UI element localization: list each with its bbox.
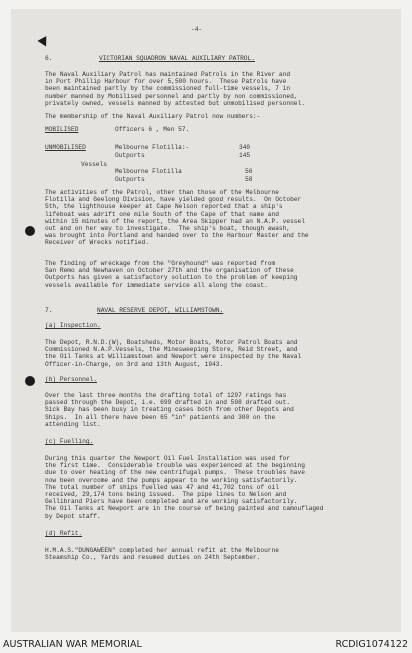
subsection-b-text: Over the last three months the drafting total of 1297 ratings has passed through the Depot, i.e. 699 drafted in and 598 drafted out. Sick Bay has been busy in treating cases both from other Depots and Ships. In all there have been 65 "in" patients and 300 on the attending list.: [45, 392, 294, 428]
punch-hole-icon: [25, 376, 35, 386]
archive-name: AUSTRALIAN WAR MEMORIAL: [3, 639, 142, 650]
subsection-b-heading: (b) Personnel.: [45, 376, 97, 383]
section-6-paragraph-1: The Naval Auxiliary Patrol has maintained Patrols in the River and in Port Phillip Harbour for over 5,500 hours. These Patrols have been maintained partly by the commissioned full-time vessels, 7 in number manned by Mobilised personnel and partly by non commissioned, privately owned, vessels manned by attested but unmobilised personnel.: [45, 71, 305, 107]
section-6-paragraph-4: The finding of wreckage from the "Greyhound" was reported from San Remo and Newhaven on October 27th and the organisation of these Outports has given a satisfactory solution to the problem of keeping vessels available for immediate service all along the coast.: [45, 260, 298, 289]
mobilised-label: MOBILISED: [45, 126, 79, 133]
unmobilised-row-value: 145: [239, 152, 251, 159]
record-id: RCDIG1074122: [335, 639, 408, 650]
subsection-a-heading: (a) Inspection.: [45, 322, 101, 329]
document-page: [11, 9, 401, 632]
unmobilised-row: Melbourne Flotilla:-: [115, 144, 190, 151]
section-6-paragraph-2: The membership of the Naval Auxiliary Patrol now numbers:-: [45, 113, 261, 120]
subsection-a-text: The Depot, R.N.D.(W), Boatsheds, Motor Boats, Motor Patrol Boats and Commissioned N.A.P.Vessels, the Minesweeping Store, Reid Street, and the Oil Tanks at Williamstown and Newport were inspected by the Naval Officer-in-Charge, on 3rd and 13th August, 1943.: [45, 339, 302, 368]
section-6-number: 6.: [45, 55, 53, 62]
page-number: -4-: [191, 26, 203, 33]
vessels-row-value: 58: [245, 176, 253, 183]
section-6-paragraph-3: The activities of the Patrol, other than those of the Melbourne Flotilla and Geelong Division, have yielded good results. On October 5th, the lighthouse keeper at Cape Nelson reported that a ship's lifeboat was adrift one mile South of the Cape of that name and within 15 minutes of the report, the Area Skipper had an N.A.P. vessel out and on her way to investigate. The ship's boat, though awash, was brought into Portland and handed over to the Harbour Master and the Receiver of Wrecks notified.: [45, 189, 309, 247]
tick-mark-icon: [37, 36, 50, 49]
subsection-d-text: H.M.A.S."DUNGAWEEN" completed her annual refit at the Melbourne Steamship Co., Yards and resumed duties on 24th September.: [45, 547, 279, 562]
section-7-heading: NAVAL RESERVE DEPOT, WILLIAMSTOWN.: [97, 307, 224, 314]
unmobilised-label: UNMOBILISED: [45, 144, 86, 151]
unmobilised-row-value: 340: [239, 144, 251, 151]
vessels-row: Melbourne Flotilla: [115, 168, 182, 175]
punch-hole-icon: [25, 226, 35, 236]
unmobilised-row: Outports: [115, 152, 145, 159]
section-6-heading: VICTORIAN SQUADRON NAVAL AUXILIARY PATROL.: [99, 55, 255, 62]
vessels-label: Vessels: [81, 161, 107, 168]
officers-men-count: Officers 6 , Men 57.: [115, 126, 190, 133]
subsection-c-heading: (c) Fuelling.: [45, 438, 94, 445]
vessels-row-value: 56: [245, 168, 253, 175]
subsection-d-heading: (d) Refit.: [45, 530, 83, 537]
vessels-row: Outports: [115, 176, 145, 183]
section-7-number: 7.: [45, 307, 53, 314]
archive-footer: [0, 632, 412, 653]
subsection-c-text: During this quarter the Newport Oil Fuel Installation was used for the first time. Considerable trouble was experienced at the beginning due to over heating of the new centrifugal pumps. These troubles have now been overcome and the pumps appear to be working satisfactorily. The total number of ships fuelled was 47 and 41,702 tons of oil received, 29,174 tons being issued. The pipe lines to Nelson and Gellibrand Piers have been completed and are working satisfactorily. The Oil Tanks at Newport are in the course of being painted and camouflaged by Depot staff.: [45, 455, 324, 520]
